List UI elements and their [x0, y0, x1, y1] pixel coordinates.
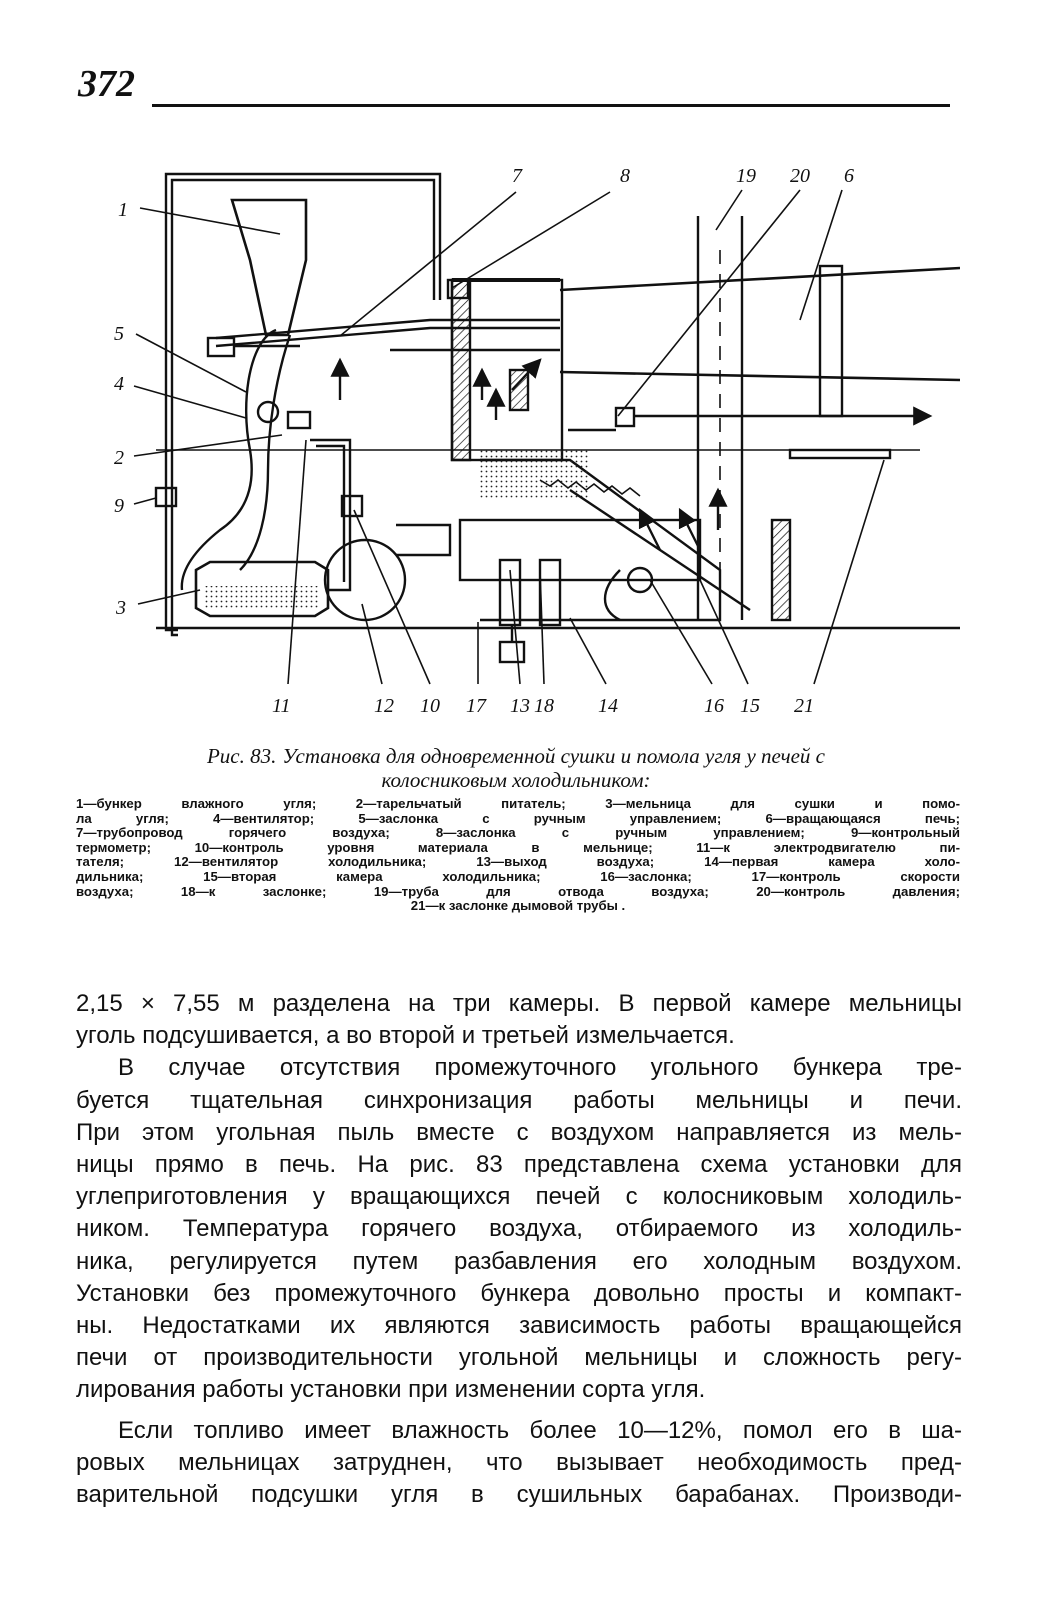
header-rule [152, 104, 950, 107]
legend-line: 21—к заслонке дымовой трубы . [410, 899, 626, 914]
callout-2: 2 [114, 447, 124, 469]
figure-legend [76, 797, 960, 914]
figure-83-diagram [100, 150, 960, 720]
callout-15: 15 [740, 695, 760, 717]
legend-line: термометр; 10—контроль уровня материала в мельнице; 11—к электродвигателю пи- [76, 840, 960, 855]
diagram-lines [156, 174, 960, 662]
paragraph-2-line: ника, регулируется путем разбавления его холодным воздухом. [76, 1247, 962, 1275]
paragraph-2-line: буется тщательная синхронизация работы мельницы и печи. [76, 1086, 962, 1114]
paragraph-1-line: 2,15 × 7,55 м разделена на три камеры. В первой камере мельницы [76, 990, 962, 1017]
paragraph-1-line: уголь подсушивается, а во второй и третьей измельчается. [76, 1022, 735, 1050]
legend-line: тателя; 12—вентилятор холодильника; 13—выход воздуха; 14—первая камера холо- [76, 855, 960, 870]
paragraph-2-line: углеприготовления у вращающихся печей с колосниковым холодиль- [76, 1183, 962, 1211]
legend-line: дильника; 15—вторая камера холодильника; 16—заслонка; 17—контроль скорости [76, 869, 960, 884]
paragraph-3-line: варительной подсушки угля в сушильных барабанах. Производи- [76, 1481, 962, 1509]
paragraph-2-line: При этом угольная пыль вместе с воздухом направляется из мель- [76, 1118, 962, 1146]
callout-1: 1 [118, 199, 128, 221]
figure-caption [76, 744, 956, 792]
paragraph-3-line: ровых мельницах затруднен, что вызывает необходимость пред- [76, 1448, 962, 1476]
paragraph-2-line: Установки без промежуточного бункера довольно просты и компакт- [76, 1279, 962, 1307]
caption-line-1 [76, 744, 956, 768]
paragraph-2-line: ницы прямо в печь. На рис. 83 представлена схема установки для [76, 1151, 962, 1179]
callout-9: 9 [114, 495, 124, 517]
legend-line: 1—бункер влажного угля; 2—тарельчатый питатель; 3—мельница для сушки и помо- [76, 797, 960, 811]
page-number: 372 [78, 63, 135, 105]
paragraph-3-line: Если топливо имеет влажность более 10—12%, помол его в ша- [118, 1416, 962, 1444]
legend-line: 7—трубопровод горячего воздуха; 8—заслонка с ручным управлением; 9—контрольный [76, 826, 960, 841]
callout-10: 10 [420, 695, 440, 717]
callout-3: 3 [116, 597, 126, 619]
callout-6: 6 [844, 165, 854, 187]
legend-line: воздуха; 18—к заслонке; 19—труба для отвода воздуха; 20—контроль давления; [76, 884, 960, 899]
callout-20: 20 [790, 165, 810, 187]
callout-17: 17 [466, 695, 486, 717]
callout-21: 21 [794, 695, 814, 717]
caption-line-2: колосниковым холодильником: [381, 768, 651, 792]
legend-line: ла угля; 4—вентилятор; 5—заслонка с ручным управлением; 6—вращающаяся печь; [76, 811, 960, 826]
callout-13: 13 [510, 695, 530, 717]
callout-16: 16 [704, 695, 724, 717]
callout-7: 7 [512, 165, 522, 187]
paragraph-2-line: ны. Недостатками их являются зависимость работы вращающейся [76, 1312, 962, 1340]
callout-19: 19 [736, 165, 756, 187]
callout-14: 14 [598, 695, 618, 717]
callout-11: 11 [272, 695, 291, 717]
callout-4: 4 [114, 373, 124, 395]
paragraph-2-line: печи от производительности угольной мельницы и сложность регу- [76, 1344, 962, 1372]
paragraph-2-line: ником. Температура горячего воздуха, отбираемого из холодиль- [76, 1215, 962, 1243]
caption-label: Рис. 83. [206, 744, 277, 768]
callout-12: 12 [374, 695, 394, 717]
body-text [76, 988, 962, 1511]
callout-5: 5 [114, 323, 124, 345]
paragraph-2-line: В случае отсутствия промежуточного угольного бункера тре- [118, 1054, 962, 1082]
paragraph-2-line: лирования работы установки при изменении сорта угля. [76, 1376, 706, 1404]
callout-18: 18 [534, 695, 554, 717]
callout-8: 8 [620, 165, 630, 187]
caption-text-1: Установка для одновременной сушки и помола угля у печей с [282, 744, 825, 768]
